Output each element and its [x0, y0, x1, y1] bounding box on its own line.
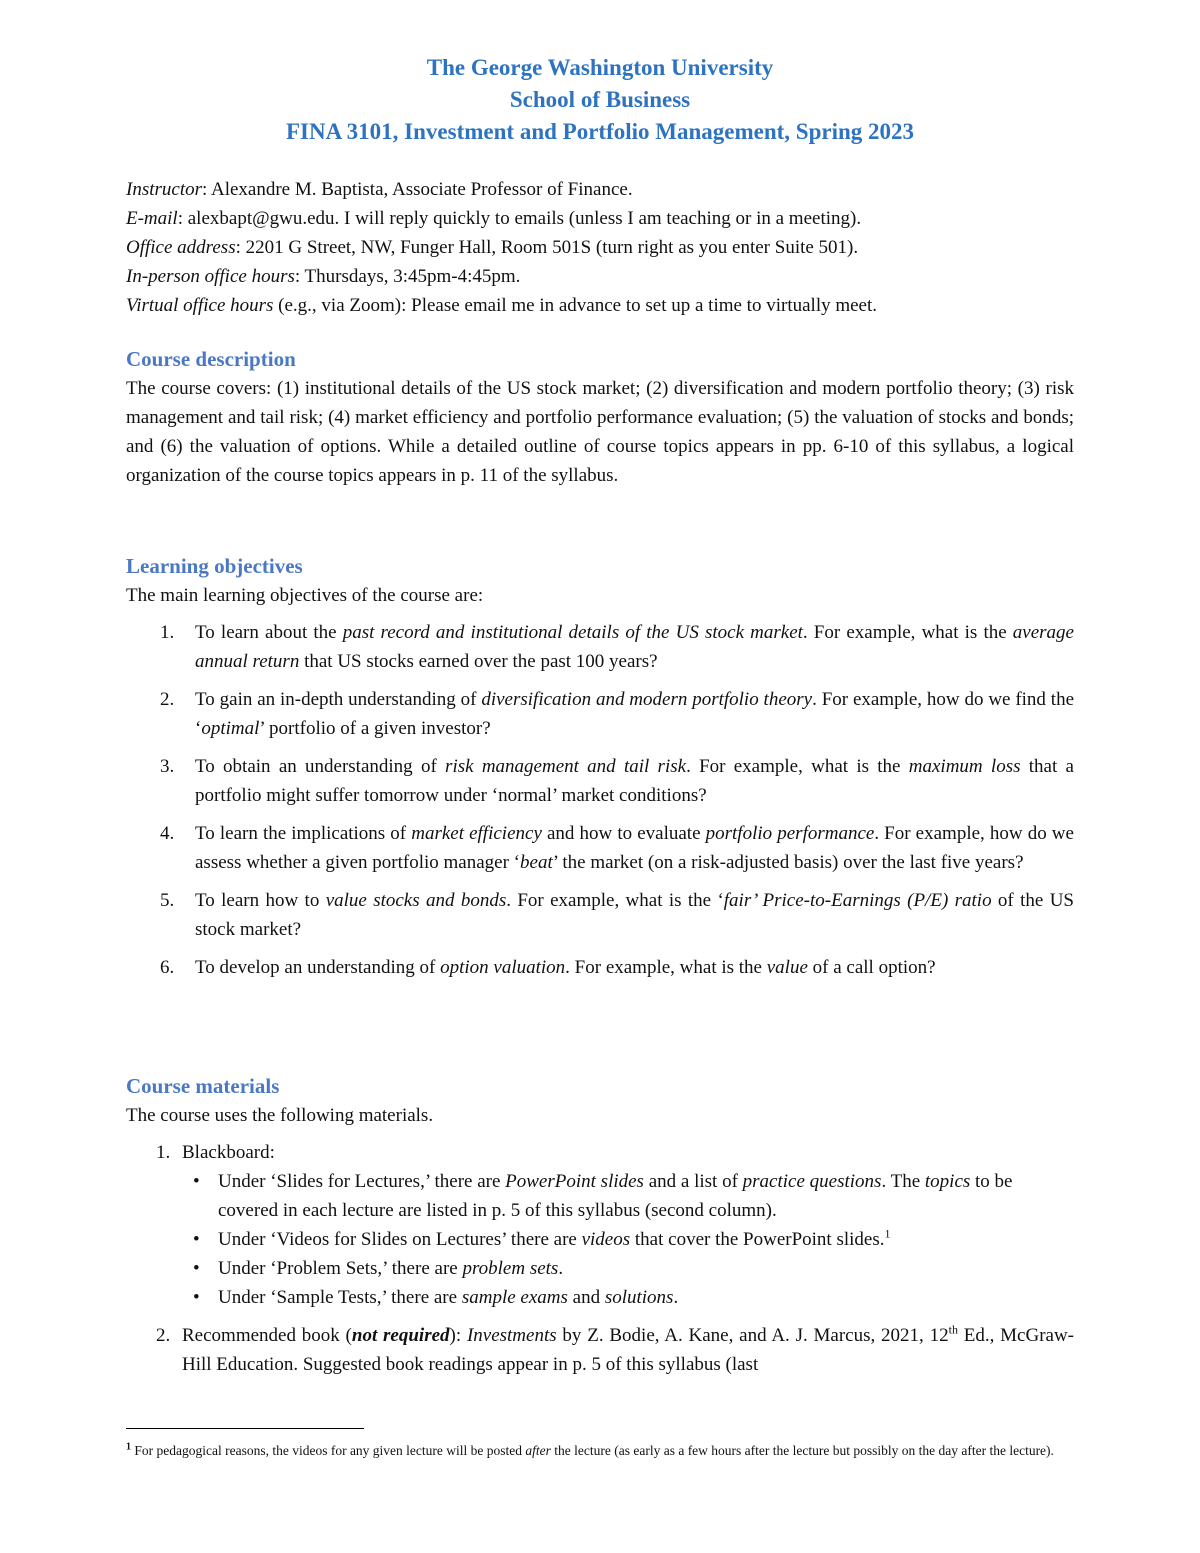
- hours-line: [126, 262, 1074, 291]
- item-number: 5.: [160, 890, 175, 911]
- item-emphasis: past record and institutional details of the US stock market: [342, 622, 803, 643]
- item-text: . For example, what is the: [686, 756, 909, 777]
- course-description-heading: Course description: [126, 347, 296, 371]
- course-materials-intro: The course uses the following materials.: [126, 1105, 434, 1126]
- blackboard-bullets: [182, 1167, 1074, 1312]
- item-text: . For example, what is the ‘: [506, 890, 724, 911]
- footnote-text: For pedagogical reasons, the videos for any given lecture will be posted: [131, 1443, 526, 1458]
- bullet-icon: •: [193, 1258, 200, 1279]
- item-text: of a call option?: [807, 957, 936, 978]
- item-emphasis: risk management and tail risk: [445, 756, 687, 777]
- item-emphasis: diversification and modern portfolio theory: [481, 689, 813, 710]
- item-text: To develop an understanding of: [195, 957, 441, 978]
- footnote-text: the lecture (as early as a few hours after the lecture but possibly on the day after the lecture).: [550, 1443, 1054, 1458]
- item-number: 2.: [156, 1325, 171, 1346]
- item-emphasis: beat: [520, 852, 553, 873]
- item-text: . The: [881, 1171, 925, 1192]
- item-emphasis: fair’ Price-to-Earnings (P/E) ratio: [723, 890, 992, 911]
- item-text: Under ‘Slides for Lectures,’ there are: [218, 1171, 506, 1192]
- instructor-value: : Alexandre M. Baptista, Associate Professor of Finance.: [202, 179, 633, 200]
- item-number: 1.: [156, 1142, 171, 1163]
- bullet-icon: •: [193, 1287, 200, 1308]
- item-text: Under ‘Sample Tests,’ there are: [218, 1287, 462, 1308]
- course-materials-heading: Course materials: [126, 1074, 280, 1098]
- list-item: [126, 1138, 1074, 1312]
- item-text: To gain an in-depth understanding of: [195, 689, 482, 710]
- bullet-icon: •: [193, 1229, 200, 1250]
- item-number: 6.: [160, 957, 175, 978]
- list-item: [182, 1167, 1074, 1225]
- email-label: E-mail: [126, 208, 178, 229]
- virtual-hours-line: [126, 291, 1074, 320]
- item-text: To learn the implications of: [195, 823, 412, 844]
- item-text: . For example, how do we find the ‘: [195, 689, 1074, 739]
- item-text: Recommended book (: [182, 1325, 352, 1346]
- item-text: by Z. Bodie, A. Kane, and A. J. Marcus, 2021, 12: [556, 1325, 949, 1346]
- list-item: [182, 1283, 1074, 1312]
- footnote-number: 1: [126, 1441, 131, 1453]
- item-text: and a list of: [643, 1171, 743, 1192]
- item-emphasis: PowerPoint slides: [505, 1171, 644, 1192]
- learning-objectives-section: [126, 551, 1074, 982]
- item-text: To learn how to: [195, 890, 326, 911]
- blackboard-label: Blackboard:: [182, 1142, 275, 1163]
- ordinal-suffix: th: [948, 1322, 958, 1337]
- list-item: [126, 819, 1074, 877]
- item-emphasis: topics: [924, 1171, 971, 1192]
- item-emphasis: average annual return: [195, 622, 1074, 672]
- email-line: [126, 204, 1074, 233]
- list-item: [182, 1254, 1074, 1283]
- item-emphasis: problem sets: [462, 1258, 559, 1279]
- footnote-emphasis: after: [525, 1443, 551, 1458]
- item-emphasis: videos: [581, 1229, 631, 1250]
- item-text: .: [673, 1287, 679, 1308]
- footnote: [126, 1440, 1074, 1461]
- footnote-reference[interactable]: 1: [884, 1226, 891, 1241]
- university-title: The George Washington University: [426, 55, 774, 80]
- item-number: 1.: [160, 622, 175, 643]
- list-item: [126, 618, 1074, 676]
- item-text: . For example, what is the: [565, 957, 767, 978]
- objectives-list: [126, 618, 1074, 982]
- item-emphasis: sample exams: [461, 1287, 568, 1308]
- item-emphasis: portfolio performance: [705, 823, 875, 844]
- item-emphasis: practice questions: [742, 1171, 882, 1192]
- bullet-icon: •: [193, 1171, 200, 1192]
- item-emphasis: option valuation: [440, 957, 566, 978]
- virtual-hours-value: (e.g., via Zoom): Please email me in advance to set up a time to virtually meet.: [273, 295, 878, 316]
- item-text: .: [558, 1258, 564, 1279]
- item-emphasis: market efficiency: [411, 823, 542, 844]
- item-number: 3.: [160, 756, 175, 777]
- document-header: [0, 52, 1200, 148]
- item-number: 4.: [160, 823, 175, 844]
- item-text: Under ‘Problem Sets,’ there are: [218, 1258, 463, 1279]
- item-text: and: [567, 1287, 605, 1308]
- virtual-hours-label: Virtual office hours: [126, 295, 274, 316]
- instructor-line: [126, 175, 1074, 204]
- instructor-info: [126, 175, 1074, 320]
- item-text: ):: [449, 1325, 467, 1346]
- course-materials-section: [126, 1071, 1074, 1379]
- item-text: Ed., McGraw-Hill Education. Suggested book readings appear in p. 5 of this syllabus (last: [182, 1325, 1075, 1375]
- item-text: To learn about the: [195, 622, 343, 643]
- item-text: to be covered in each lecture are listed in p. 5 of this syllabus (second column).: [218, 1171, 1013, 1221]
- item-text: . For example, what is the: [802, 622, 1013, 643]
- list-item: [182, 1225, 1074, 1254]
- office-label: Office address: [126, 237, 236, 258]
- item-emphasis: value: [766, 957, 808, 978]
- book-title: Investments: [466, 1325, 557, 1346]
- hours-label: In-person office hours: [126, 266, 295, 287]
- item-text: To obtain an understanding of: [195, 756, 446, 777]
- list-item: [126, 1321, 1074, 1379]
- item-text: of the US stock market?: [195, 890, 1074, 940]
- item-text: that cover the PowerPoint slides.: [630, 1229, 885, 1250]
- item-text: ’ the market (on a risk-adjusted basis) over the last five years?: [552, 852, 1024, 873]
- instructor-label: Instructor: [126, 179, 202, 200]
- item-emphasis: optimal: [201, 718, 260, 739]
- learning-objectives-heading: Learning objectives: [126, 554, 303, 578]
- item-text: . For example, how do we assess whether a given portfolio manager ‘: [195, 823, 1074, 873]
- item-emphasis: maximum loss: [908, 756, 1021, 777]
- item-text: that a portfolio might suffer tomorrow under ‘normal’ market conditions?: [195, 756, 1074, 806]
- item-emphasis: value stocks and bonds: [325, 890, 507, 911]
- list-item: [126, 685, 1074, 743]
- course-description-section: [126, 344, 1074, 490]
- materials-list: [126, 1138, 1074, 1379]
- item-emphasis: solutions: [604, 1287, 674, 1308]
- item-text: Under ‘Videos for Slides on Lectures’ there are: [218, 1229, 582, 1250]
- office-line: [126, 233, 1074, 262]
- footnote-divider: [126, 1428, 364, 1429]
- hours-value: : Thursdays, 3:45pm-4:45pm.: [294, 266, 521, 287]
- not-required-emphasis: not required: [351, 1325, 450, 1346]
- course-title: FINA 3101, Investment and Portfolio Management, Spring 2023: [285, 119, 915, 144]
- email-value: : alexbapt@gwu.edu. I will reply quickly to emails (unless I am teaching or in a meeting).: [177, 208, 862, 229]
- item-text: ’ portfolio of a given investor?: [259, 718, 491, 739]
- learning-objectives-intro: The main learning objectives of the course are:: [126, 585, 484, 606]
- item-number: 2.: [160, 689, 175, 710]
- course-description-text: The course covers: (1) institutional details of the US stock market; (2) diversification and modern portfolio theory; (3) risk management and tail risk; (4) market efficiency and portfolio performance evaluation; (5) the valuation of stocks and bonds; and (6) the valuation of options. While a detailed outline of course topics appears in pp. 6-10 of this syllabus, a logical organization of the course topics appears in p. 11 of the syllabus.: [126, 378, 1074, 486]
- list-item: [126, 953, 1074, 982]
- school-title: School of Business: [509, 87, 691, 112]
- item-text: and how to evaluate: [541, 823, 706, 844]
- list-item: [126, 886, 1074, 944]
- list-item: [126, 752, 1074, 810]
- office-value: : 2201 G Street, NW, Funger Hall, Room 501S (turn right as you enter Suite 501).: [235, 237, 859, 258]
- item-text: that US stocks earned over the past 100 years?: [299, 651, 658, 672]
